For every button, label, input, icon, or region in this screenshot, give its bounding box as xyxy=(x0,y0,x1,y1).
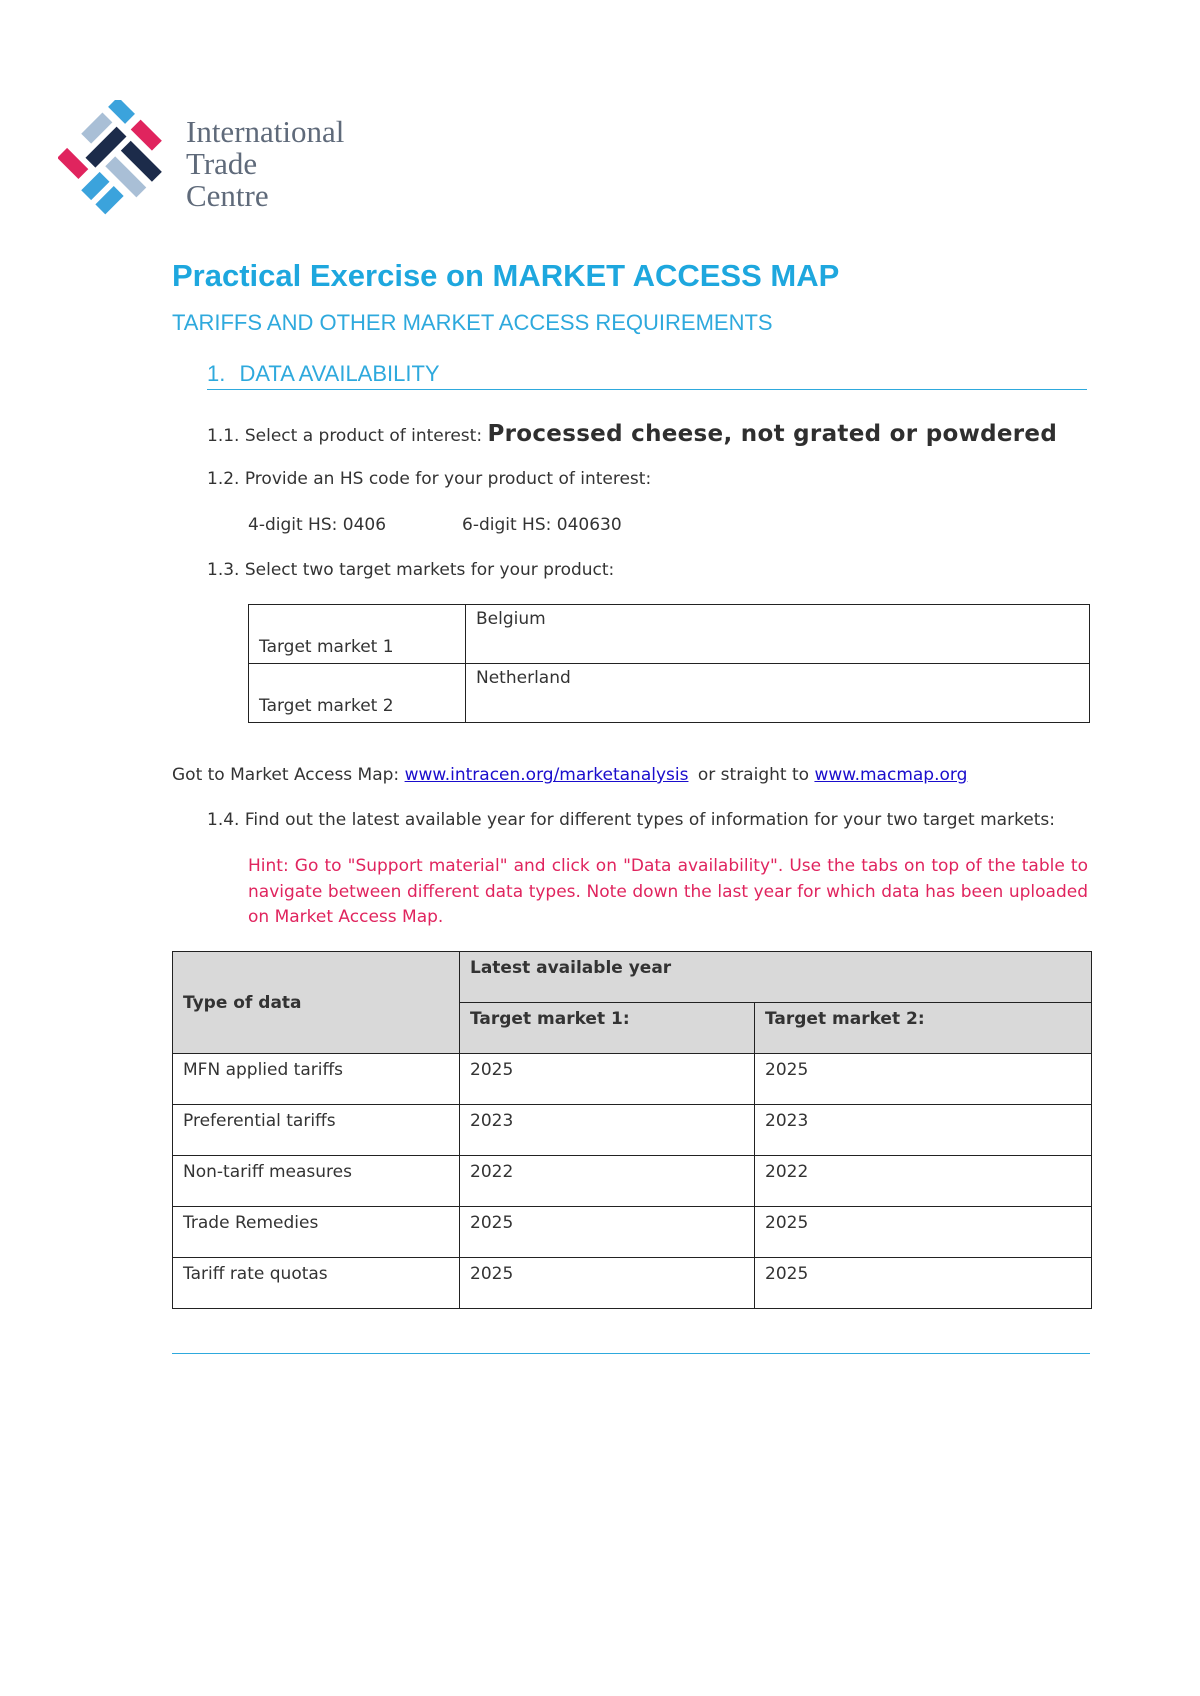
question-label: Provide an HS code for your product of interest: xyxy=(244,469,652,489)
market-1-year: 2025 xyxy=(460,1054,755,1105)
hint-text: Hint: Go to "Support material" and click on "Data availability". Use the tabs on top of the table to navigate between different data types. Note down the last year for which data has been uploaded on Market Access Map. xyxy=(248,856,1088,927)
product-answer: Processed cheese, not grated or powdered xyxy=(487,421,1058,447)
question-number: 1.3. xyxy=(207,560,240,580)
section-title: DATA AVAILABILITY xyxy=(239,361,440,386)
data-type-cell: Non-tariff measures xyxy=(173,1156,460,1207)
data-availability-table xyxy=(172,951,1092,1309)
macmap-link[interactable]: www.macmap.org xyxy=(814,765,968,785)
hs4-code: 4-digit HS: 0406 xyxy=(248,515,387,535)
question-number: 1.1. xyxy=(207,426,240,446)
col-latest-year: Latest available year xyxy=(460,952,1092,1003)
market-2-year: 2023 xyxy=(755,1105,1092,1156)
table-row xyxy=(173,1054,1092,1105)
question-1-4 xyxy=(207,810,1055,830)
page-subtitle: TARIFFS AND OTHER MARKET ACCESS REQUIREMENTS xyxy=(172,310,773,335)
table-row xyxy=(173,1156,1092,1207)
itc-logo xyxy=(58,100,178,224)
question-1-1 xyxy=(207,421,1057,447)
market-2-year: 2025 xyxy=(755,1258,1092,1309)
market-2-year: 2025 xyxy=(755,1054,1092,1105)
question-1-3 xyxy=(207,560,614,580)
logo-text-line-3: Centre xyxy=(186,178,269,213)
market-2-year: 2022 xyxy=(755,1156,1092,1207)
data-type-cell: Trade Remedies xyxy=(173,1207,460,1258)
col-type-of-data: Type of data xyxy=(173,952,460,1054)
goto-prefix: Got to Market Access Map: xyxy=(172,765,400,785)
market-1-year: 2022 xyxy=(460,1156,755,1207)
table-header-row xyxy=(173,952,1092,1003)
table-row xyxy=(173,1207,1092,1258)
logo-text-line-1: International xyxy=(186,114,345,149)
data-type-cell: MFN applied tariffs xyxy=(173,1054,460,1105)
question-number: 1.2. xyxy=(207,469,240,489)
market-1-year: 2025 xyxy=(460,1258,755,1309)
market-label: Target market 2 xyxy=(249,664,466,723)
goto-line xyxy=(172,765,967,785)
market-1-year: 2023 xyxy=(460,1105,755,1156)
market-1-year: 2025 xyxy=(460,1207,755,1258)
market-label: Target market 1 xyxy=(249,605,466,664)
table-row xyxy=(173,1258,1092,1309)
logo-text-line-2: Trade xyxy=(186,146,258,181)
question-label: Select two target markets for your product: xyxy=(244,560,615,580)
question-number: 1.4. xyxy=(207,810,240,830)
goto-middle: or straight to xyxy=(697,765,810,785)
table-row xyxy=(249,605,1090,664)
section-number: 1. xyxy=(207,361,226,386)
question-1-2 xyxy=(207,469,651,489)
intracen-link[interactable]: www.intracen.org/marketanalysis xyxy=(404,765,689,785)
col-target-market-2: Target market 2: xyxy=(755,1003,1092,1054)
market-2-year: 2025 xyxy=(755,1207,1092,1258)
bottom-divider xyxy=(172,1353,1090,1354)
market-value: Netherland xyxy=(466,664,1090,723)
hs6-code: 6-digit HS: 040630 xyxy=(462,515,622,535)
data-type-cell: Preferential tariffs xyxy=(173,1105,460,1156)
market-value: Belgium xyxy=(466,605,1090,664)
question-label: Find out the latest available year for different types of information for your two target markets: xyxy=(244,810,1056,830)
target-markets-table xyxy=(248,604,1090,723)
section-heading xyxy=(207,361,1087,390)
table-row xyxy=(249,664,1090,723)
question-label: Select a product of interest: xyxy=(244,426,483,446)
page-title: Practical Exercise on MARKET ACCESS MAP xyxy=(172,258,840,293)
data-type-cell: Tariff rate quotas xyxy=(173,1258,460,1309)
col-target-market-1: Target market 1: xyxy=(460,1003,755,1054)
table-row xyxy=(173,1105,1092,1156)
